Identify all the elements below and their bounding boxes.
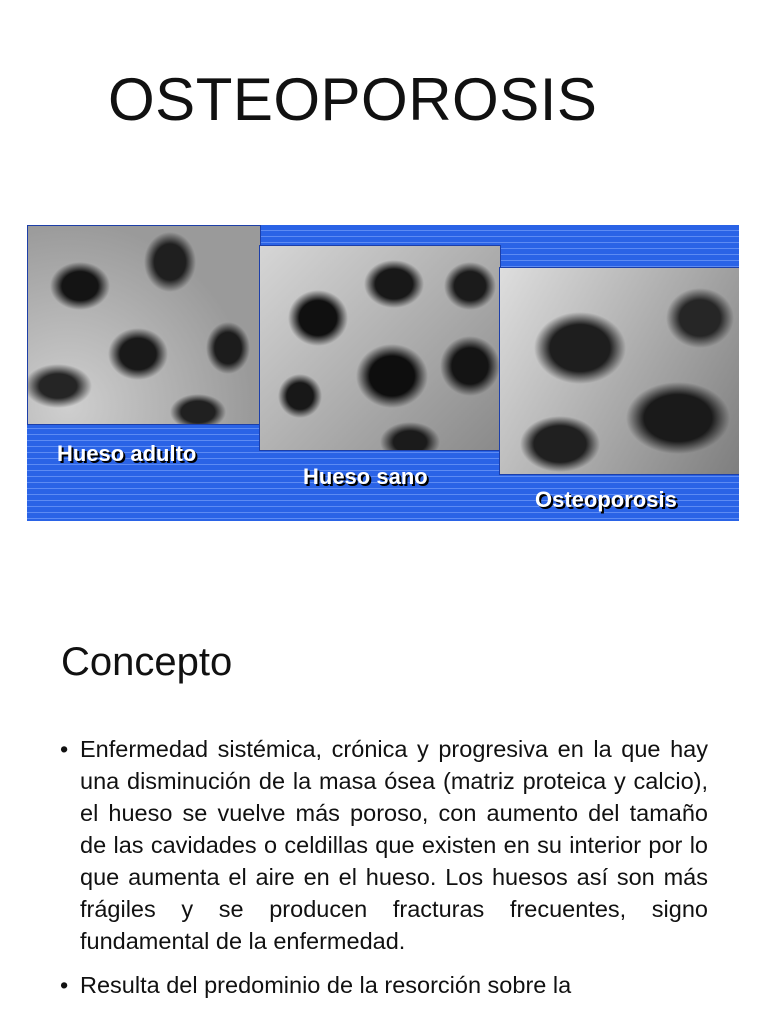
bone-comparison-image: [27, 225, 739, 521]
slide-title: OSTEOPOROSIS: [108, 66, 598, 133]
bullet-text: Enfermedad sistémica, crónica y progresiva en la que hay una disminución de la masa ósea (matriz proteica y calcio), el hueso se vuelve más poroso, con aumento del tamaño de las cavidades o celdillas que existen en su interior por lo que aumenta el aire en el hueso. Los huesos así son más frágiles y se producen fracturas frecuentes, signo fundamental de la enfermedad.: [80, 736, 708, 954]
healthy-bone-label: Hueso sano: [303, 464, 428, 489]
bullet-text: Resulta del predominio de la resorción sobre la: [80, 972, 572, 998]
osteoporosis-bone-photo: [499, 267, 739, 475]
bullet-icon: •: [60, 972, 69, 998]
adult-bone-photo: [27, 225, 261, 425]
healthy-bone-photo: [259, 245, 501, 451]
adult-bone-label: Hueso adulto: [57, 441, 197, 466]
bullet-item-resorption: [60, 969, 708, 1001]
bullet-icon: •: [60, 736, 69, 762]
concept-bullet-list: [60, 733, 708, 1013]
concept-heading: Concepto: [61, 640, 233, 684]
osteoporosis-bone-label: Osteoporosis: [535, 487, 677, 512]
bullet-item-definition: [60, 733, 708, 957]
